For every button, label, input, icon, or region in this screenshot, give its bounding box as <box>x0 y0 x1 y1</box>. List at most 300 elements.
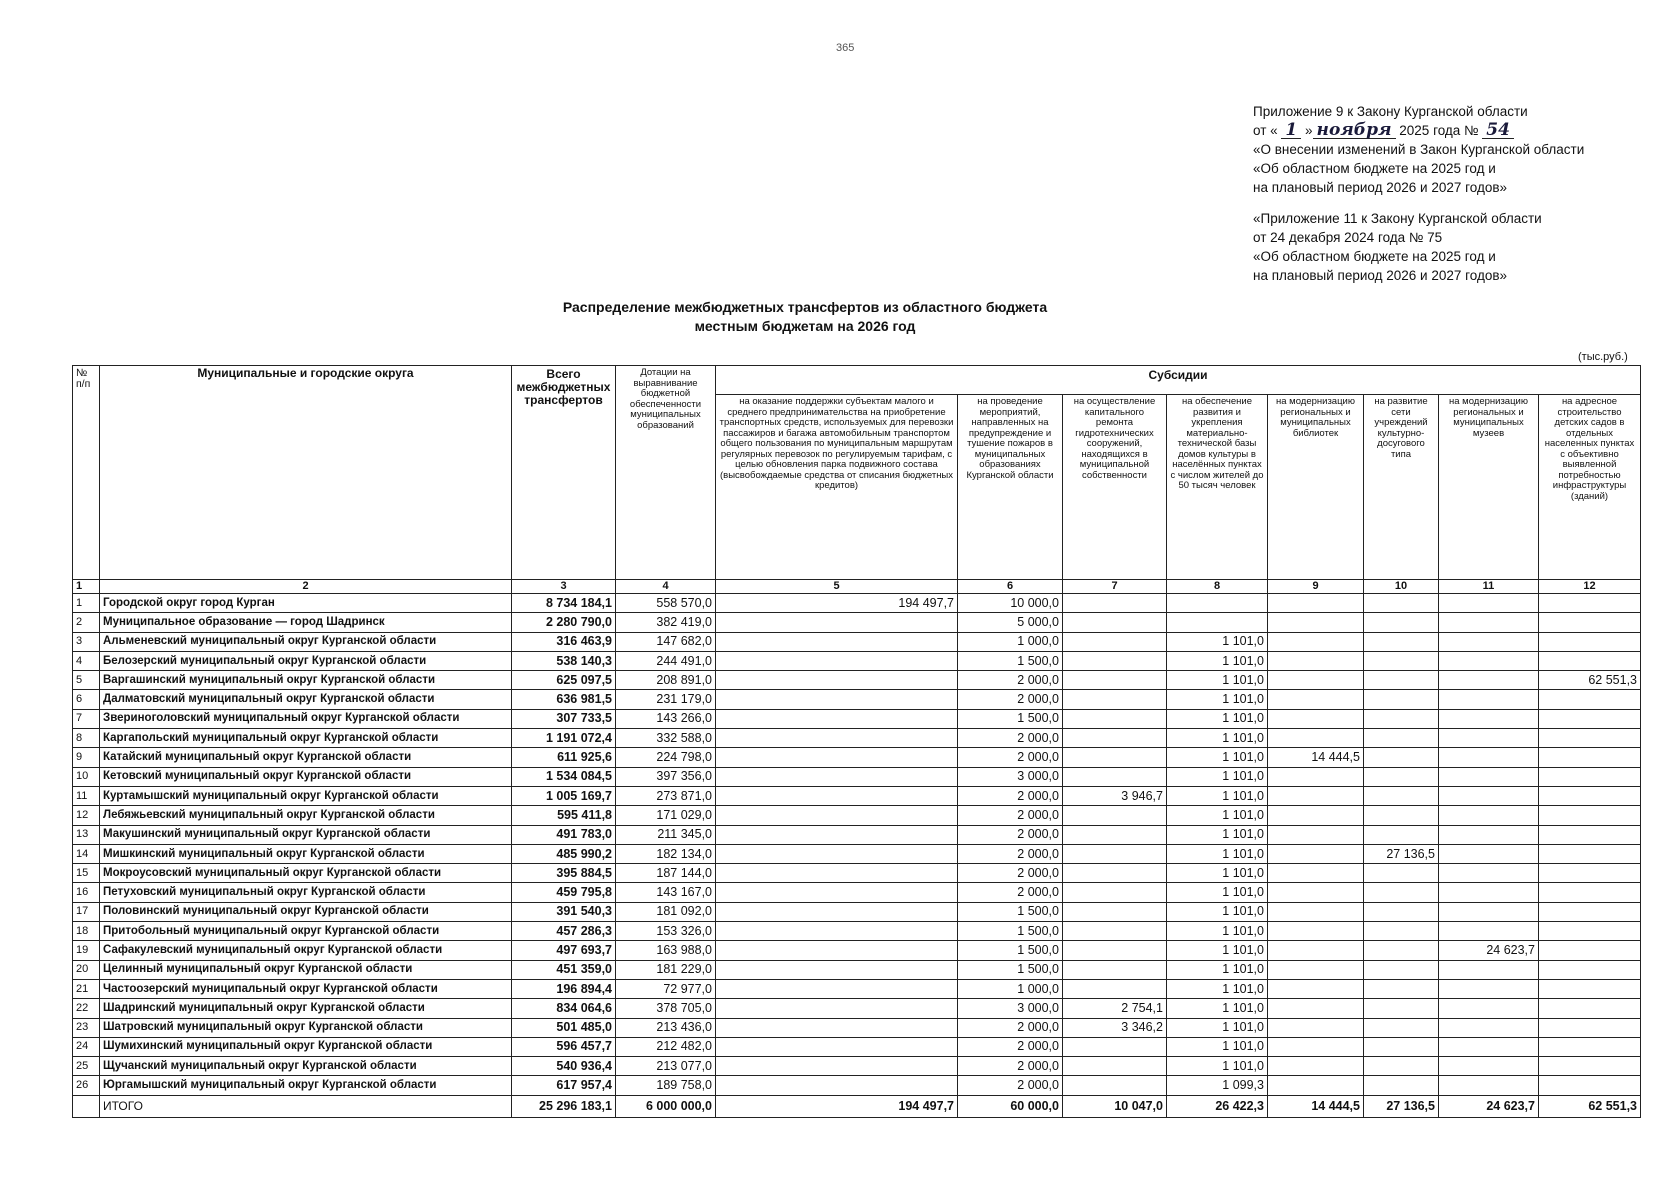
row-number: 15 <box>73 864 100 883</box>
cell-sub-libraries <box>1268 979 1364 998</box>
cell-sub-museums <box>1439 748 1539 767</box>
cell-sub-culture-houses: 1 101,0 <box>1167 902 1268 921</box>
cell-sub-fire: 1 500,0 <box>958 941 1063 960</box>
cell-sub-transport <box>716 1018 958 1037</box>
cell-sub-transport <box>716 709 958 728</box>
cell-sub-libraries <box>1268 999 1364 1018</box>
cell-total: 196 894,4 <box>512 979 616 998</box>
cell-sub-museums <box>1439 902 1539 921</box>
cell-total: 8 734 184,1 <box>512 594 616 613</box>
district-name: Щучанский муниципальный округ Курганской области <box>100 1057 512 1076</box>
cell-sub-culture-houses: 1 101,0 <box>1167 1057 1268 1076</box>
cell-sub-culture-houses: 1 101,0 <box>1167 786 1268 805</box>
district-name: Притобольный муниципальный округ Курганской области <box>100 922 512 941</box>
cell-sub-leisure <box>1364 1018 1439 1037</box>
cell-sub-hydro <box>1063 941 1167 960</box>
cell-dotacii: 213 436,0 <box>616 1018 716 1037</box>
cell-sub-libraries <box>1268 786 1364 805</box>
cell-total: 459 795,8 <box>512 883 616 902</box>
row-number: 21 <box>73 979 100 998</box>
cell-sub-hydro <box>1063 671 1167 690</box>
cell-sub-fire: 2 000,0 <box>958 1057 1063 1076</box>
cell-dotacii: 72 977,0 <box>616 979 716 998</box>
appendix-date-mid: » <box>1305 123 1313 138</box>
cell-sub-hydro <box>1063 844 1167 863</box>
cell-sub-museums <box>1439 786 1539 805</box>
cell-dotacii: 273 871,0 <box>616 786 716 805</box>
cell-sub-museums <box>1439 767 1539 786</box>
cell-sub-fire: 2 000,0 <box>958 748 1063 767</box>
col-number: 10 <box>1364 580 1439 594</box>
cell-sub-fire: 2 000,0 <box>958 1037 1063 1056</box>
cell-sub-museums <box>1439 651 1539 670</box>
header-sub-libraries: на модернизацию региональных и муниципальных библиотек <box>1268 395 1364 580</box>
cell-dotacii: 224 798,0 <box>616 748 716 767</box>
header-sub-museums: на модернизацию региональных и муниципальных музеев <box>1439 395 1539 580</box>
cell-sub-culture-houses: 1 099,3 <box>1167 1076 1268 1095</box>
cell-total: 596 457,7 <box>512 1037 616 1056</box>
total-c12: 62 551,3 <box>1539 1095 1641 1117</box>
cell-sub-hydro <box>1063 594 1167 613</box>
table-row <box>73 883 1641 902</box>
cell-dotacii: 212 482,0 <box>616 1037 716 1056</box>
table-row <box>73 651 1641 670</box>
appendix-year: 2025 года № <box>1399 123 1479 138</box>
cell-sub-leisure <box>1364 1037 1439 1056</box>
cell-sub-transport <box>716 999 958 1018</box>
cell-sub-culture-houses: 1 101,0 <box>1167 690 1268 709</box>
cell-sub-culture-houses: 1 101,0 <box>1167 844 1268 863</box>
cell-sub-libraries <box>1268 883 1364 902</box>
cell-sub-fire: 1 500,0 <box>958 902 1063 921</box>
table-row <box>73 1018 1641 1037</box>
col-number: 12 <box>1539 580 1641 594</box>
handwritten-number: 54 <box>1482 122 1514 139</box>
district-name: Кетовский муниципальный округ Курганской области <box>100 767 512 786</box>
cell-sub-museums <box>1439 806 1539 825</box>
cell-sub-museums <box>1439 671 1539 690</box>
table-row <box>73 922 1641 941</box>
cell-sub-libraries <box>1268 902 1364 921</box>
cell-sub-kindergartens <box>1539 690 1641 709</box>
total-c4: 6 000 000,0 <box>616 1095 716 1117</box>
cell-sub-libraries <box>1268 671 1364 690</box>
cell-sub-libraries <box>1268 806 1364 825</box>
cell-sub-kindergartens <box>1539 1057 1641 1076</box>
cell-sub-leisure <box>1364 767 1439 786</box>
cell-total: 501 485,0 <box>512 1018 616 1037</box>
cell-sub-culture-houses: 1 101,0 <box>1167 979 1268 998</box>
col-number: 11 <box>1439 580 1539 594</box>
cell-sub-hydro <box>1063 922 1167 941</box>
appendix-line-6: «Приложение 11 к Закону Курганской области <box>1253 211 1542 226</box>
cell-sub-transport <box>716 806 958 825</box>
table-row <box>73 806 1641 825</box>
cell-sub-museums <box>1439 979 1539 998</box>
cell-sub-libraries <box>1268 864 1364 883</box>
cell-total: 485 990,2 <box>512 844 616 863</box>
appendix-line-8: «Об областном бюджете на 2025 год и <box>1253 249 1496 264</box>
table-row <box>73 844 1641 863</box>
cell-sub-leisure <box>1364 690 1439 709</box>
cell-sub-culture-houses: 1 101,0 <box>1167 671 1268 690</box>
cell-sub-libraries <box>1268 632 1364 651</box>
cell-dotacii: 147 682,0 <box>616 632 716 651</box>
table-row <box>73 594 1641 613</box>
header-total: Всего межбюджетных трансфертов <box>512 366 616 580</box>
district-name: Шатровский муниципальный округ Курганской области <box>100 1018 512 1037</box>
cell-dotacii: 213 077,0 <box>616 1057 716 1076</box>
cell-dotacii: 244 491,0 <box>616 651 716 670</box>
cell-sub-fire: 1 000,0 <box>958 632 1063 651</box>
col-number: 5 <box>716 580 958 594</box>
cell-sub-leisure <box>1364 1076 1439 1095</box>
cell-sub-leisure <box>1364 651 1439 670</box>
cell-sub-hydro <box>1063 690 1167 709</box>
cell-sub-libraries <box>1268 1076 1364 1095</box>
district-name: Катайский муниципальный округ Курганской области <box>100 748 512 767</box>
row-number: 13 <box>73 825 100 844</box>
cell-sub-culture-houses <box>1167 613 1268 632</box>
handwritten-day: 1 <box>1281 122 1301 139</box>
cell-sub-culture-houses: 1 101,0 <box>1167 883 1268 902</box>
cell-sub-hydro: 3 946,7 <box>1063 786 1167 805</box>
district-name: Мишкинский муниципальный округ Курганской области <box>100 844 512 863</box>
cell-sub-fire: 2 000,0 <box>958 864 1063 883</box>
table-row <box>73 786 1641 805</box>
cell-sub-culture-houses: 1 101,0 <box>1167 729 1268 748</box>
cell-sub-leisure <box>1364 979 1439 998</box>
cell-total: 316 463,9 <box>512 632 616 651</box>
row-number: 12 <box>73 806 100 825</box>
cell-sub-kindergartens <box>1539 1076 1641 1095</box>
cell-sub-fire: 2 000,0 <box>958 729 1063 748</box>
table-body <box>73 594 1641 1096</box>
cell-sub-transport <box>716 632 958 651</box>
cell-sub-hydro <box>1063 729 1167 748</box>
cell-total: 391 540,3 <box>512 902 616 921</box>
cell-sub-kindergartens <box>1539 864 1641 883</box>
cell-sub-leisure <box>1364 883 1439 902</box>
table-row <box>73 999 1641 1018</box>
row-number: 25 <box>73 1057 100 1076</box>
col-number: 6 <box>958 580 1063 594</box>
cell-dotacii: 208 891,0 <box>616 671 716 690</box>
cell-sub-culture-houses: 1 101,0 <box>1167 651 1268 670</box>
cell-sub-culture-houses: 1 101,0 <box>1167 864 1268 883</box>
total-c9: 14 444,5 <box>1268 1095 1364 1117</box>
cell-dotacii: 171 029,0 <box>616 806 716 825</box>
page-number: 365 <box>836 42 855 54</box>
cell-dotacii: 189 758,0 <box>616 1076 716 1095</box>
transfers-table <box>72 365 1641 1118</box>
district-name: Муниципальное образование — город Шадринск <box>100 613 512 632</box>
cell-sub-museums <box>1439 883 1539 902</box>
district-name: Макушинский муниципальный округ Курганской области <box>100 825 512 844</box>
cell-sub-leisure <box>1364 999 1439 1018</box>
cell-sub-kindergartens <box>1539 651 1641 670</box>
cell-sub-museums <box>1439 594 1539 613</box>
appendix-line-3: «О внесении изменений в Закон Курганской области <box>1253 142 1585 157</box>
district-name: Белозерский муниципальный округ Курганской области <box>100 651 512 670</box>
cell-sub-transport <box>716 786 958 805</box>
cell-sub-kindergartens <box>1539 902 1641 921</box>
cell-sub-culture-houses <box>1167 594 1268 613</box>
cell-sub-kindergartens <box>1539 825 1641 844</box>
table-row <box>73 729 1641 748</box>
cell-sub-kindergartens <box>1539 748 1641 767</box>
row-number: 7 <box>73 709 100 728</box>
table-row <box>73 767 1641 786</box>
cell-sub-fire: 2 000,0 <box>958 786 1063 805</box>
cell-sub-leisure <box>1364 709 1439 728</box>
cell-sub-hydro <box>1063 960 1167 979</box>
cell-total: 538 140,3 <box>512 651 616 670</box>
header-sub-leisure: на развитие сети учреждений культурно-досугового типа <box>1364 395 1439 580</box>
cell-sub-hydro <box>1063 632 1167 651</box>
district-name: Сафакулевский муниципальный округ Курганской области <box>100 941 512 960</box>
district-name: Мокроусовский муниципальный округ Курганской области <box>100 864 512 883</box>
units-label: (тыс.руб.) <box>1578 351 1628 363</box>
cell-sub-leisure <box>1364 941 1439 960</box>
cell-sub-libraries <box>1268 960 1364 979</box>
cell-dotacii: 181 229,0 <box>616 960 716 979</box>
cell-sub-culture-houses: 1 101,0 <box>1167 825 1268 844</box>
cell-sub-fire: 1 500,0 <box>958 922 1063 941</box>
cell-sub-museums <box>1439 613 1539 632</box>
cell-sub-kindergartens <box>1539 979 1641 998</box>
table-row <box>73 613 1641 632</box>
table-row <box>73 690 1641 709</box>
appendix-line-9: на плановый период 2026 и 2027 годов» <box>1253 268 1508 283</box>
table-row <box>73 864 1641 883</box>
row-number: 23 <box>73 1018 100 1037</box>
title-line-2: местным бюджетам на 2026 год <box>694 318 916 334</box>
cell-sub-transport <box>716 864 958 883</box>
document-title <box>0 298 1610 336</box>
cell-sub-transport <box>716 671 958 690</box>
cell-dotacii: 181 092,0 <box>616 902 716 921</box>
cell-total: 540 936,4 <box>512 1057 616 1076</box>
total-c11: 24 623,7 <box>1439 1095 1539 1117</box>
row-number: 19 <box>73 941 100 960</box>
cell-sub-hydro <box>1063 883 1167 902</box>
cell-sub-leisure <box>1364 825 1439 844</box>
cell-sub-fire: 5 000,0 <box>958 613 1063 632</box>
header-sub-fire: на проведение мероприятий, направленных на предупреждение и тушение пожаров в муниципальных образованиях Курганской области <box>958 395 1063 580</box>
cell-sub-libraries <box>1268 844 1364 863</box>
cell-sub-kindergartens <box>1539 883 1641 902</box>
appendix-line-4: «Об областном бюджете на 2025 год и <box>1253 161 1496 176</box>
row-number: 17 <box>73 902 100 921</box>
cell-sub-hydro <box>1063 825 1167 844</box>
cell-sub-kindergartens <box>1539 767 1641 786</box>
cell-sub-culture-houses: 1 101,0 <box>1167 941 1268 960</box>
cell-dotacii: 558 570,0 <box>616 594 716 613</box>
row-number: 9 <box>73 748 100 767</box>
cell-dotacii: 382 419,0 <box>616 613 716 632</box>
row-number: 16 <box>73 883 100 902</box>
cell-sub-hydro <box>1063 1076 1167 1095</box>
cell-sub-fire: 3 000,0 <box>958 767 1063 786</box>
cell-sub-culture-houses: 1 101,0 <box>1167 922 1268 941</box>
cell-sub-culture-houses: 1 101,0 <box>1167 1037 1268 1056</box>
row-number: 18 <box>73 922 100 941</box>
cell-dotacii: 163 988,0 <box>616 941 716 960</box>
cell-sub-transport <box>716 651 958 670</box>
table-row <box>73 671 1641 690</box>
cell-sub-fire: 2 000,0 <box>958 883 1063 902</box>
cell-total: 1 005 169,7 <box>512 786 616 805</box>
cell-sub-transport <box>716 1037 958 1056</box>
cell-sub-leisure <box>1364 613 1439 632</box>
row-number: 11 <box>73 786 100 805</box>
cell-total: 595 411,8 <box>512 806 616 825</box>
cell-sub-fire: 2 000,0 <box>958 690 1063 709</box>
cell-sub-kindergartens <box>1539 613 1641 632</box>
cell-sub-transport <box>716 1057 958 1076</box>
cell-sub-fire: 2 000,0 <box>958 1018 1063 1037</box>
cell-dotacii: 378 705,0 <box>616 999 716 1018</box>
cell-sub-leisure <box>1364 960 1439 979</box>
row-number: 24 <box>73 1037 100 1056</box>
cell-sub-hydro <box>1063 1037 1167 1056</box>
row-number: 6 <box>73 690 100 709</box>
cell-sub-hydro <box>1063 709 1167 728</box>
cell-sub-libraries <box>1268 613 1364 632</box>
district-name: Варгашинский муниципальный округ Курганской области <box>100 671 512 690</box>
row-number: 10 <box>73 767 100 786</box>
total-c7: 10 047,0 <box>1063 1095 1167 1117</box>
table-row <box>73 941 1641 960</box>
cell-sub-museums <box>1439 960 1539 979</box>
cell-sub-hydro <box>1063 864 1167 883</box>
cell-sub-libraries <box>1268 1018 1364 1037</box>
cell-dotacii: 143 266,0 <box>616 709 716 728</box>
cell-sub-kindergartens <box>1539 922 1641 941</box>
cell-sub-culture-houses: 1 101,0 <box>1167 748 1268 767</box>
cell-total: 307 733,5 <box>512 709 616 728</box>
cell-sub-hydro <box>1063 979 1167 998</box>
header-num: № п/п <box>73 366 100 580</box>
cell-sub-culture-houses: 1 101,0 <box>1167 960 1268 979</box>
row-number: 14 <box>73 844 100 863</box>
cell-sub-fire: 2 000,0 <box>958 825 1063 844</box>
cell-total: 617 957,4 <box>512 1076 616 1095</box>
cell-sub-museums <box>1439 1057 1539 1076</box>
cell-total: 625 097,5 <box>512 671 616 690</box>
cell-sub-kindergartens <box>1539 941 1641 960</box>
total-c5: 194 497,7 <box>716 1095 958 1117</box>
cell-sub-leisure <box>1364 748 1439 767</box>
cell-sub-museums <box>1439 999 1539 1018</box>
table-row <box>73 1057 1641 1076</box>
cell-sub-museums <box>1439 1037 1539 1056</box>
cell-sub-culture-houses: 1 101,0 <box>1167 1018 1268 1037</box>
appendix-line-2 <box>1253 121 1584 140</box>
cell-sub-transport <box>716 767 958 786</box>
appendix-line-7: от 24 декабря 2024 года № 75 <box>1253 230 1443 245</box>
cell-sub-leisure <box>1364 632 1439 651</box>
cell-total: 497 693,7 <box>512 941 616 960</box>
cell-sub-transport <box>716 690 958 709</box>
total-c10: 27 136,5 <box>1364 1095 1439 1117</box>
cell-sub-kindergartens <box>1539 632 1641 651</box>
cell-sub-libraries <box>1268 1037 1364 1056</box>
row-number: 3 <box>73 632 100 651</box>
cell-sub-museums <box>1439 1018 1539 1037</box>
district-name: Юргамышский муниципальный округ Курганской области <box>100 1076 512 1095</box>
total-row-index <box>73 1095 100 1117</box>
cell-sub-kindergartens <box>1539 729 1641 748</box>
cell-dotacii: 187 144,0 <box>616 864 716 883</box>
row-number: 2 <box>73 613 100 632</box>
col-number: 2 <box>100 580 512 594</box>
cell-sub-fire: 1 500,0 <box>958 709 1063 728</box>
table-row <box>73 748 1641 767</box>
cell-sub-hydro: 3 346,2 <box>1063 1018 1167 1037</box>
cell-total: 457 286,3 <box>512 922 616 941</box>
total-label: ИТОГО <box>100 1095 512 1117</box>
cell-sub-libraries <box>1268 941 1364 960</box>
cell-total: 611 925,6 <box>512 748 616 767</box>
cell-sub-leisure <box>1364 806 1439 825</box>
cell-sub-libraries <box>1268 825 1364 844</box>
cell-sub-fire: 2 000,0 <box>958 844 1063 863</box>
col-number: 9 <box>1268 580 1364 594</box>
col-number: 3 <box>512 580 616 594</box>
cell-sub-transport <box>716 960 958 979</box>
cell-sub-kindergartens <box>1539 999 1641 1018</box>
cell-sub-transport <box>716 825 958 844</box>
district-name: Городской округ город Курган <box>100 594 512 613</box>
col-number: 4 <box>616 580 716 594</box>
cell-sub-fire: 2 000,0 <box>958 1076 1063 1095</box>
cell-sub-culture-houses: 1 101,0 <box>1167 806 1268 825</box>
table-total <box>73 1095 1641 1117</box>
header-subsidii: Субсидии <box>716 366 1641 395</box>
cell-sub-transport <box>716 748 958 767</box>
cell-sub-kindergartens <box>1539 1018 1641 1037</box>
cell-sub-museums <box>1439 922 1539 941</box>
cell-sub-fire: 1 500,0 <box>958 651 1063 670</box>
district-name: Далматовский муниципальный округ Курганской области <box>100 690 512 709</box>
table-row <box>73 709 1641 728</box>
cell-dotacii: 211 345,0 <box>616 825 716 844</box>
cell-sub-transport <box>716 613 958 632</box>
cell-sub-leisure <box>1364 1057 1439 1076</box>
cell-sub-libraries <box>1268 1057 1364 1076</box>
cell-sub-hydro <box>1063 902 1167 921</box>
cell-sub-museums <box>1439 709 1539 728</box>
row-number: 20 <box>73 960 100 979</box>
cell-sub-museums <box>1439 864 1539 883</box>
district-name: Каргапольский муниципальный округ Курганской области <box>100 729 512 748</box>
cell-sub-culture-houses: 1 101,0 <box>1167 709 1268 728</box>
cell-sub-transport <box>716 979 958 998</box>
cell-total: 1 534 084,5 <box>512 767 616 786</box>
cell-sub-kindergartens <box>1539 786 1641 805</box>
cell-sub-museums <box>1439 844 1539 863</box>
cell-sub-fire: 2 000,0 <box>958 806 1063 825</box>
cell-sub-hydro <box>1063 748 1167 767</box>
cell-sub-transport: 194 497,7 <box>716 594 958 613</box>
cell-sub-leisure <box>1364 594 1439 613</box>
cell-sub-museums <box>1439 825 1539 844</box>
row-number: 8 <box>73 729 100 748</box>
row-number: 22 <box>73 999 100 1018</box>
cell-sub-libraries <box>1268 709 1364 728</box>
